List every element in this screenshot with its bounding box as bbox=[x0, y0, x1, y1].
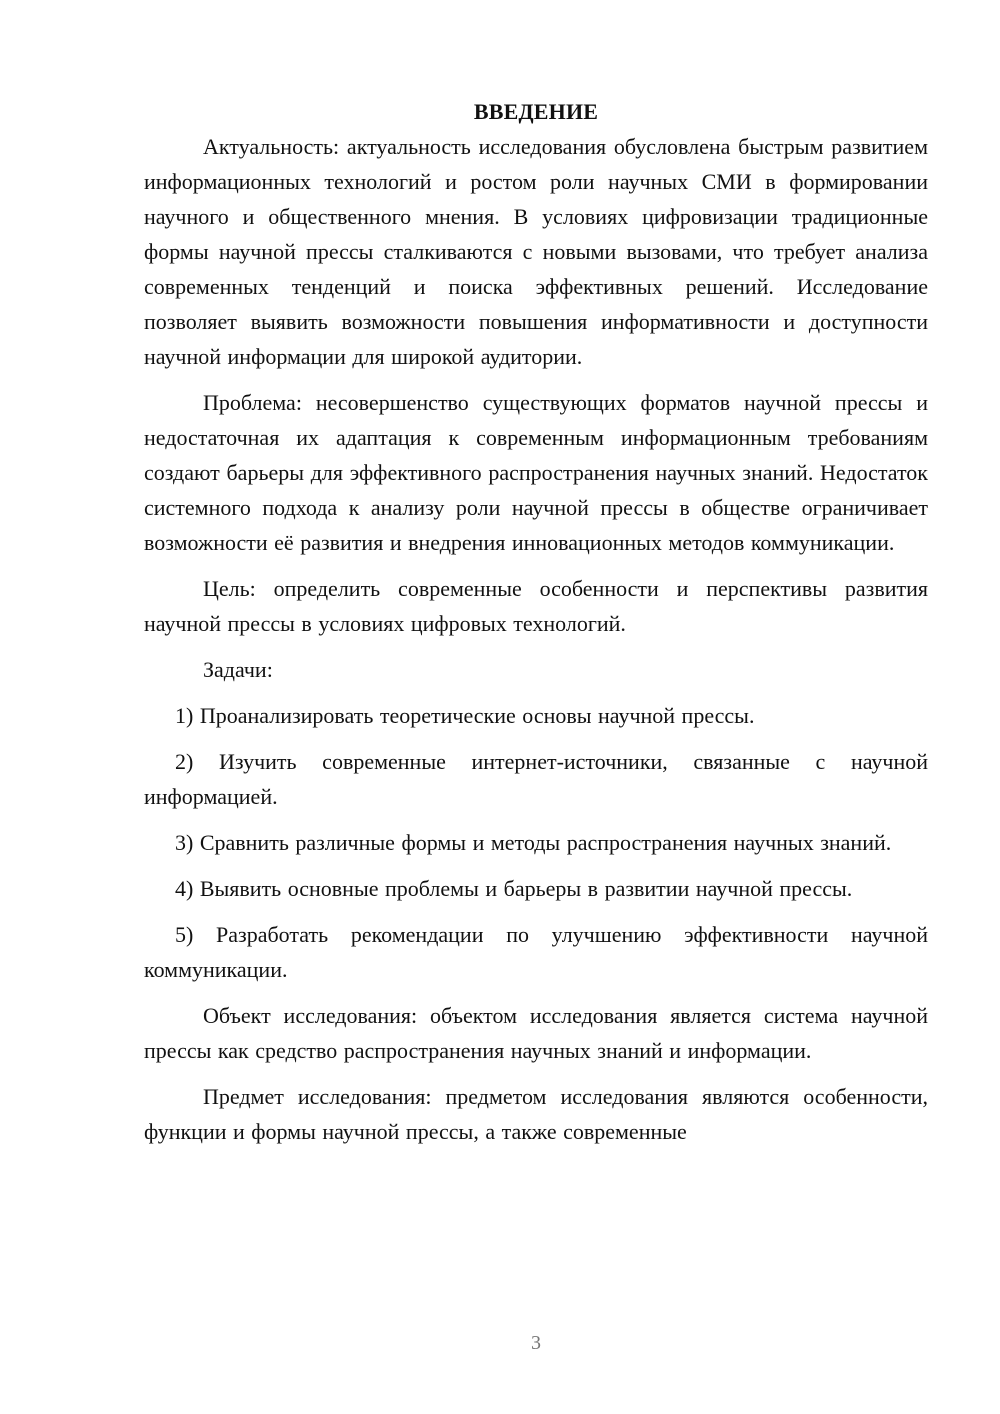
object-paragraph: Объект исследования: объектом исследования является система научной прессы как средство распространения научных знаний и информации. bbox=[144, 1003, 928, 1063]
page-number: 3 bbox=[531, 1332, 541, 1354]
task-item: 1) Проанализировать теоретические основы научной прессы. bbox=[175, 703, 755, 728]
problem-paragraph: Проблема: несовершенство существующих форматов научной прессы и недостаточная их адаптация к современным информационным требованиям создают барьеры для эффективного распространения научных знаний. Недостаток системного подхода к анализу роли научной прессы в обществе ограничивает возможности её развития и внедрения инновационных методов коммуникации. bbox=[144, 390, 928, 555]
task-item: 2) Изучить современные интернет-источники, связанные с научной информацией. bbox=[144, 749, 928, 809]
task-item: 4) Выявить основные проблемы и барьеры в развитии научной прессы. bbox=[175, 876, 853, 901]
relevance-paragraph: Актуальность: актуальность исследования обусловлена быстрым развитием информационных технологий и ростом роли научных СМИ в формировании научного и общественного мнения. В условиях цифровизации традиционные формы научной прессы сталкиваются с новыми вызовами, что требует анализа современных тенденций и поиска эффективных решений. Исследование позволяет выявить возможности повышения информативности и доступности научной информации для широкой аудитории. bbox=[144, 134, 928, 369]
subject-paragraph: Предмет исследования: предметом исследования являются особенности, функции и формы научной прессы, а также современные bbox=[144, 1084, 928, 1144]
tasks-heading: Задачи: bbox=[203, 657, 273, 682]
task-item: 3) Сравнить различные формы и методы распространения научных знаний. bbox=[175, 830, 892, 855]
page-title: ВВЕДЕНИЕ bbox=[473, 99, 599, 124]
goal-paragraph: Цель: определить современные особенности и перспективы развития научной прессы в условиях цифровых технологий. bbox=[144, 576, 928, 636]
document-page bbox=[144, 94, 928, 1149]
task-item: 5) Разработать рекомендации по улучшению эффективности научной коммуникации. bbox=[144, 922, 928, 982]
